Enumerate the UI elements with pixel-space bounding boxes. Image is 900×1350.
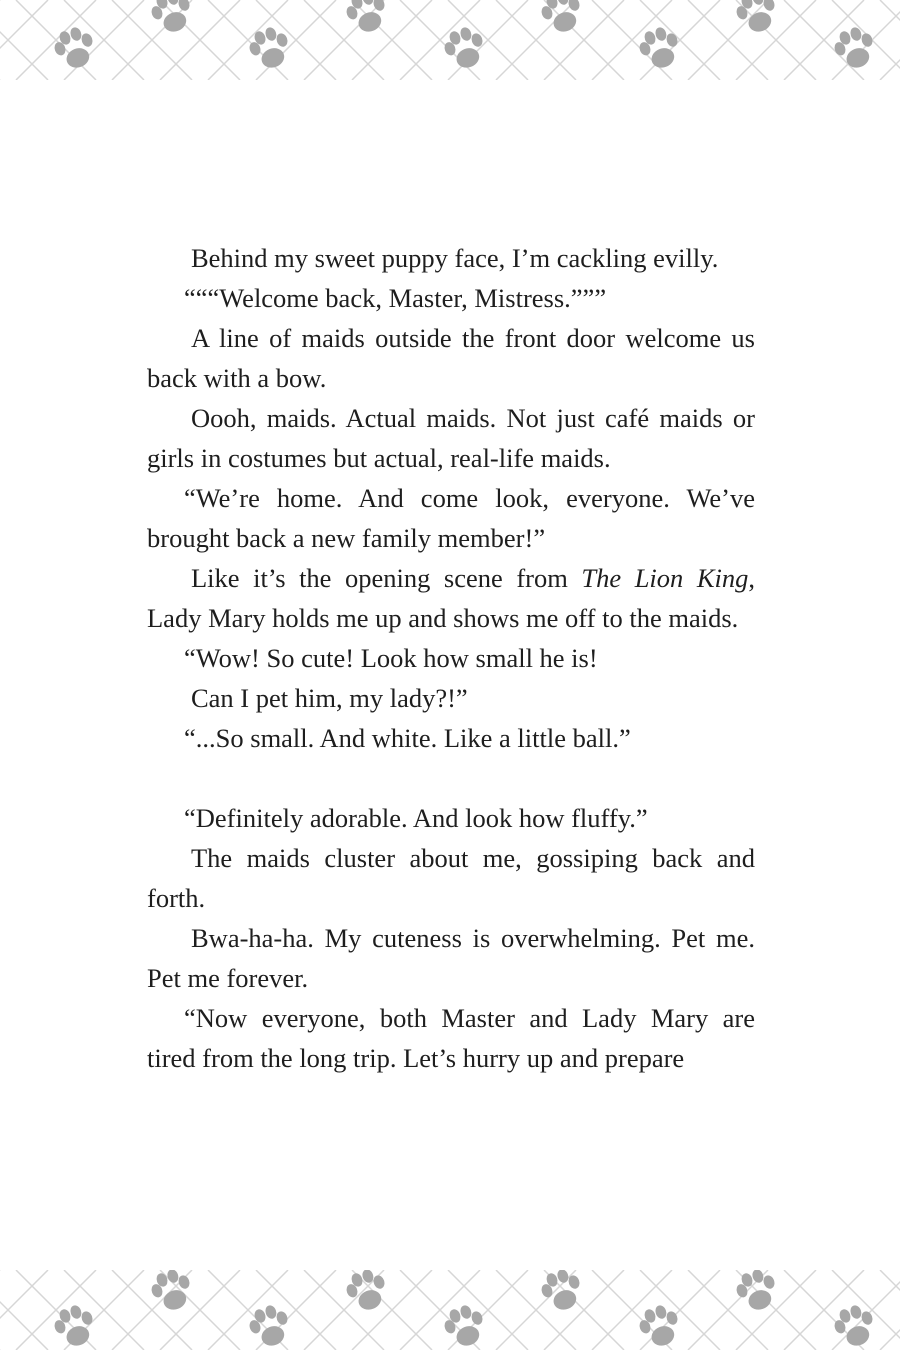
paw-print-icon [0,1270,5,1315]
paragraph-9: “...So small. And white. Like a little ball.” [184,723,631,753]
paragraph-6 [147,558,755,638]
paragraph-11: The maids cluster about me, gossiping back and forth. [147,843,755,913]
paragraph-10: “Definitely adorable. And look how fluffy.” [184,803,648,833]
top-decorative-border [0,0,900,80]
paw-print-icon [245,1301,295,1350]
paw-print-icon [147,0,197,37]
paragraph-2: “““Welcome back, Master, Mistress.””” [184,283,607,313]
paw-print-icon [342,1270,392,1315]
film-title: The Lion King [581,563,749,593]
paragraph-13: “Now everyone, both Master and Lady Mary are tired from the long trip. Let’s hurry up and prepare [147,1003,755,1073]
paragraph-5: “We’re home. And come look, everyone. We’ve brought back a new family member!” [147,483,755,553]
story-text [147,238,755,1078]
paw-print-icon [440,1301,490,1350]
paw-lattice-top [0,0,900,80]
paw-lattice-bottom [0,1270,900,1350]
paragraph-6-start: Like it’s the opening scene from [191,563,582,593]
paragraph-4: Oooh, maids. Actual maids. Not just café maids or girls in costumes but actual, real-life maids. [147,403,755,473]
paw-print-icon [830,23,880,73]
paw-print-icon [50,23,100,73]
paragraph-7: “Wow! So cute! Look how small he is! [184,643,598,673]
paragraph-1: Behind my sweet puppy face, I’m cackling evilly. [191,243,719,273]
paragraph-3: A line of maids outside the front door welcome us back with a bow. [147,323,755,393]
paw-print-icon [537,1270,587,1315]
bottom-decorative-border [0,1270,900,1350]
paragraph-8: Can I pet him, my lady?!” [191,683,468,713]
paw-print-icon [732,0,782,37]
paragraph-12: Bwa-ha-ha. My cuteness is overwhelming. Pet me. Pet me forever. [147,923,755,993]
paw-print-icon [0,0,5,37]
paw-print-icon [440,23,490,73]
paragraph-6-end: , Lady Mary holds me up and shows me off to the maids. [147,563,756,633]
paw-print-icon [830,1301,880,1350]
